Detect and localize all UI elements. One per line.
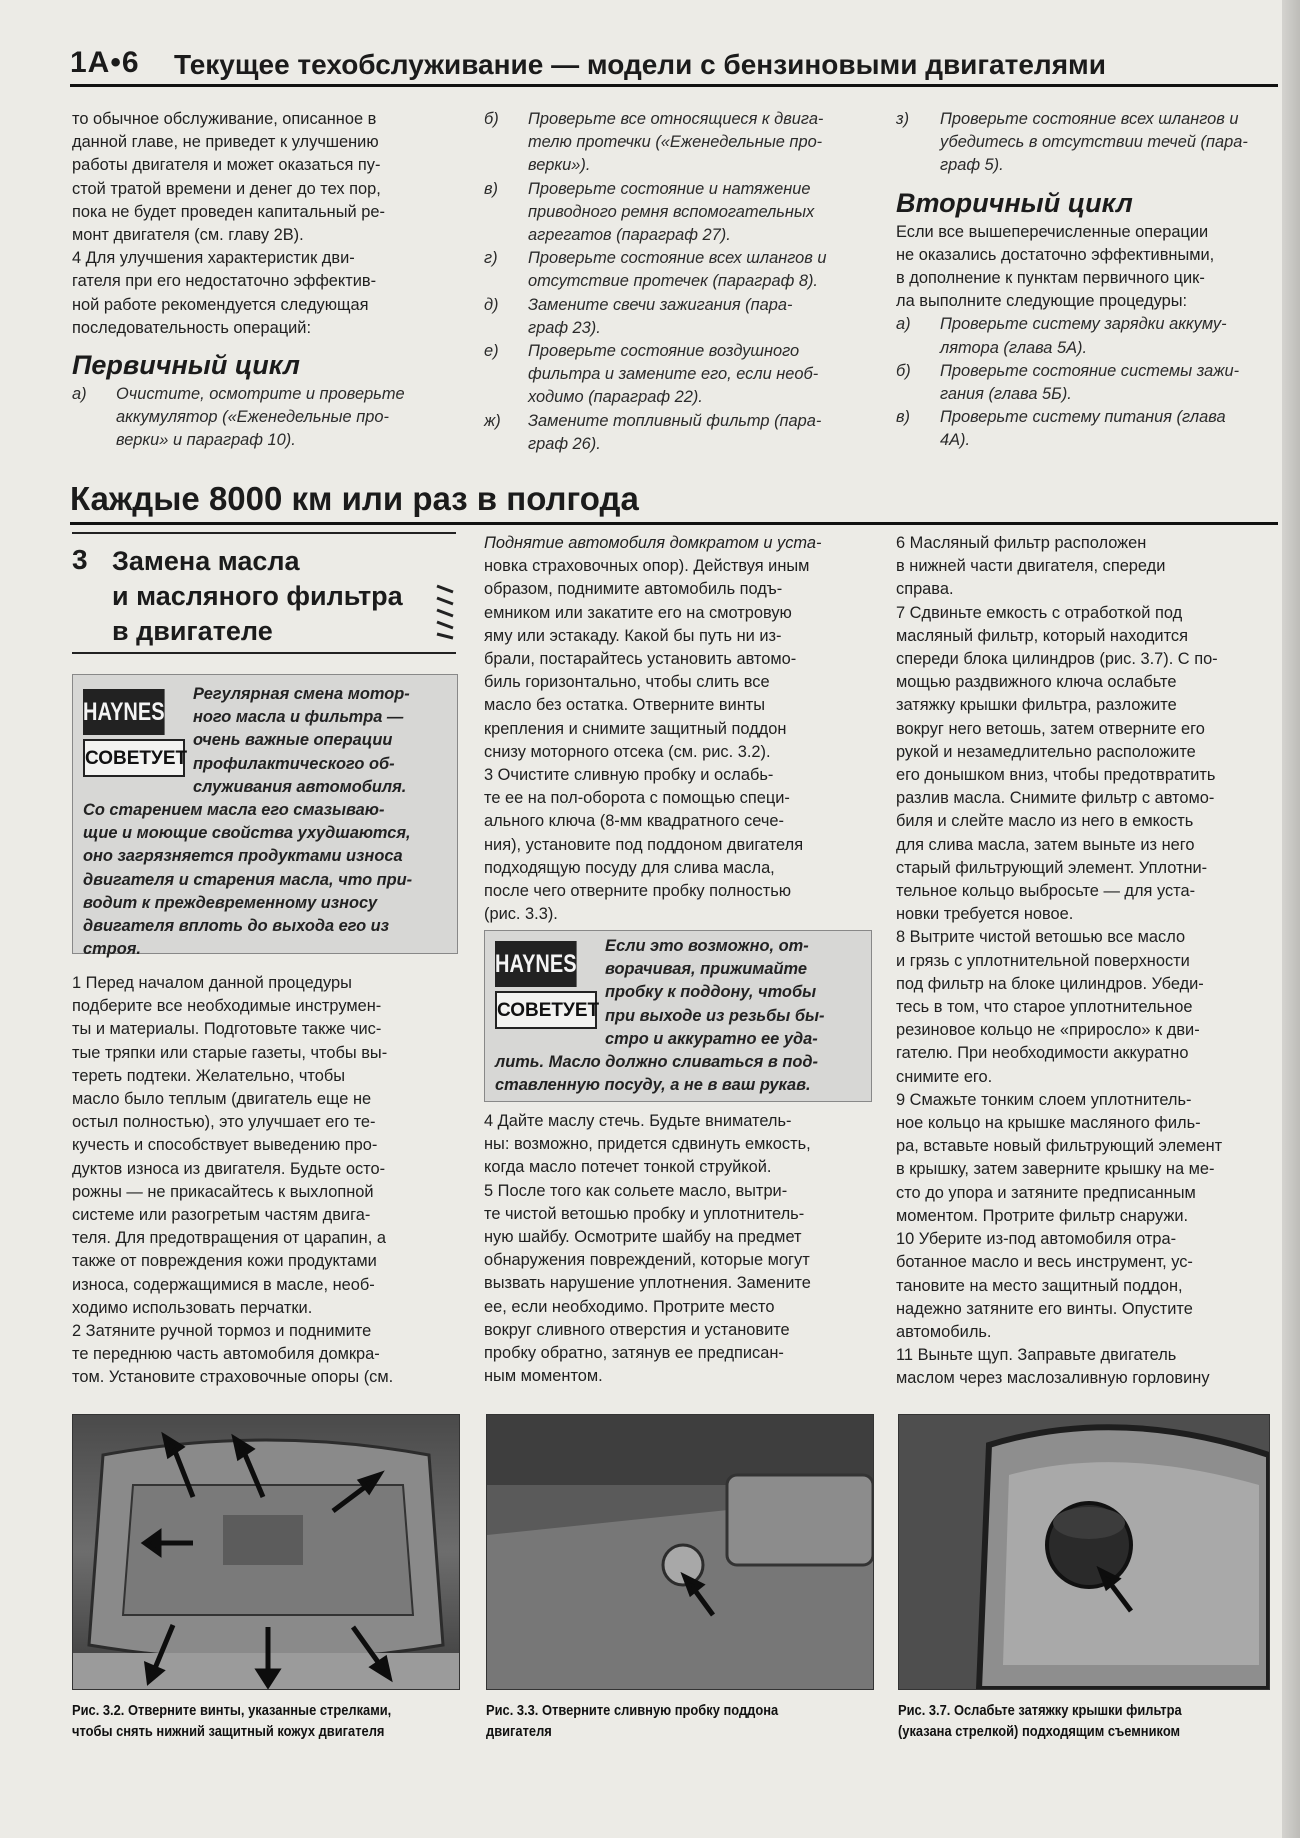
list-line: 4A).	[940, 431, 971, 450]
caption-line: (указана стрелкой) подходящим съемником	[898, 1723, 1181, 1740]
intro-line: работы двигателя и может оказаться пу-	[72, 156, 381, 175]
list-line: Проверьте состояние и натяжение	[528, 179, 811, 198]
list-line: Замените свечи зажигания (пара-	[528, 295, 793, 314]
primary-cycle-heading: Первичный цикл	[72, 350, 300, 381]
body-line: после чего отверните пробку полностью	[484, 882, 792, 901]
list-line: верки» и параграф 10).	[116, 431, 296, 450]
list-line: верки»).	[528, 156, 591, 175]
body-line: разлив масла. Снимите фильтр с автомо-	[896, 789, 1215, 808]
intro-line: стой тратой времени и денег до тех пор,	[72, 179, 381, 198]
advises-label: СОВЕТУЕТ	[495, 991, 597, 1029]
body-line: остыл полностью), это улучшает его те-	[72, 1113, 376, 1132]
body-line: подберите все необходимые инструмен-	[72, 997, 382, 1016]
body-line: 4 Дайте маслу стечь. Будьте вниматель-	[484, 1112, 792, 1130]
body-line: 3 Очистите сливную пробку и ослабь-	[484, 766, 774, 785]
body-line: Поднятие автомобиля домкратом и уста-	[484, 534, 822, 552]
intro-line: данной главе, не приведет к улучшению	[72, 133, 379, 152]
list-marker: в)	[896, 408, 911, 427]
tip-line: очень важные операции	[193, 731, 393, 750]
secondary-cycle-heading: Вторичный цикл	[896, 187, 1133, 218]
body-line: 10 Уберите из-под автомобиля отра-	[896, 1230, 1177, 1249]
tip-text-lower	[83, 799, 449, 961]
top-column-2	[484, 108, 870, 456]
list-item	[896, 360, 1280, 406]
intro-line: монт двигателя (см. главу 2B).	[72, 226, 304, 245]
body-line: подходящую посуду для слива масла,	[484, 858, 775, 877]
list-marker: г)	[484, 249, 498, 268]
body-line: вокруг сливного отверстия и установите	[484, 1320, 790, 1339]
body-line: спереди блока цилиндров (рис. 3.7). С по-	[896, 650, 1218, 669]
body-line: моментом. Протрите фильтр снаружи.	[896, 1206, 1189, 1225]
tip-line: при выходе из резьбы бы-	[605, 1006, 825, 1025]
list-marker: а)	[896, 315, 911, 334]
subsection-number: 3	[72, 544, 88, 575]
body-line: рукой и незамедлительно расположите	[896, 742, 1196, 761]
list-line: Очистите, осмотрите и проверьте	[116, 385, 405, 404]
body-line: сто до упора и затяните предписанным	[896, 1183, 1196, 1202]
main-column-2	[484, 532, 870, 926]
page-number: 1A•6	[70, 46, 140, 79]
body-line: тые тряпки или старые газеты, чтобы вы-	[72, 1043, 388, 1062]
body-line: 2 Затяните ручной тормоз и поднимите	[72, 1322, 372, 1341]
tip-line: двигателя и старения масла, что при-	[83, 870, 413, 889]
body-line: в нижней части двигателя, спереди	[896, 557, 1166, 576]
haynes-badge	[83, 689, 187, 785]
intro-line: пока не будет проведен капитальный ре-	[72, 202, 385, 221]
body-line: его донышком вниз, чтобы предотвратить	[896, 766, 1216, 785]
list-line: телю протечки («Еженедельные про-	[528, 133, 823, 152]
body-line: тельное кольцо выбросьте — для уста-	[896, 882, 1196, 901]
list-marker: ж)	[484, 411, 501, 430]
list-line: отсутствие протечек (параграф 8).	[528, 272, 818, 291]
body-line: надежно затяните его винты. Опустите	[896, 1299, 1193, 1318]
list-line: фильтра и замените его, если необ-	[528, 365, 819, 384]
body-line: и грязь с уплотнительной поверхности	[896, 951, 1190, 970]
list-item	[484, 294, 870, 340]
tip-line: Со старением масла его смазываю-	[83, 801, 385, 819]
list-line: Проверьте систему питания (глава	[940, 408, 1226, 427]
page-edge-shadow	[1282, 0, 1300, 1838]
tip-line: двигателя вплоть до выхода его из	[83, 917, 390, 936]
tip-line: стро и аккуратно ее уда-	[605, 1029, 818, 1048]
body-line: в крышку, затем заверните крышку на ме-	[896, 1160, 1215, 1179]
top-column-1	[72, 108, 456, 453]
body-line: ное кольцо на крышке масляного филь-	[896, 1114, 1201, 1133]
figure-3-7-caption	[898, 1700, 1259, 1742]
haynes-tip-box	[72, 674, 458, 959]
list-marker: а)	[72, 385, 87, 404]
body-line: тереть подтеки. Желательно, чтобы	[72, 1066, 346, 1085]
list-line: аккумулятор («Еженедельные про-	[116, 408, 389, 427]
body-line: емником или закатите его на смотровую	[484, 603, 792, 622]
body-line: 5 После того как сольете масло, вытри-	[484, 1181, 788, 1200]
list-item	[896, 406, 1280, 452]
list-line: Проверьте все относящиеся к двига-	[528, 110, 824, 128]
list-line: ходимо (параграф 22).	[528, 388, 703, 407]
body-line: ального ключа (8-мм квадратного сече-	[484, 812, 784, 831]
body-line: кучесть и способствует выведению про-	[72, 1136, 378, 1155]
haynes-logo: HAYNES	[83, 689, 165, 735]
list-line: лятора (глава 5A).	[940, 338, 1088, 357]
list-line: Проверьте состояние воздушного	[528, 342, 800, 361]
body-line: ты и материалы. Подготовьте также чис-	[72, 1020, 382, 1039]
body-line: ходимо использовать перчатки.	[72, 1298, 313, 1317]
section-title: Каждые 8000 км или раз в полгода	[70, 480, 639, 517]
para-line: последовательность операций:	[72, 318, 312, 337]
list-marker: б)	[896, 361, 911, 380]
figure-3-2-photo	[72, 1414, 460, 1690]
top-column-3	[896, 108, 1280, 453]
para-line: не оказались достаточно эффективными,	[896, 245, 1215, 264]
subsection-title	[112, 544, 412, 649]
oil-filter-image	[899, 1415, 1269, 1689]
body-line: те чистой ветошью пробку и уплотнитель-	[484, 1204, 805, 1223]
subsection-title-line: Замена масла	[112, 546, 300, 576]
body-line: 7 Сдвиньте емкость с отработкой под	[896, 603, 1183, 622]
body-line: ным моментом.	[484, 1367, 603, 1386]
main-column-3	[896, 532, 1280, 1391]
body-line: ботанное масло и весь инструмент, ус-	[896, 1253, 1193, 1272]
drain-plug-image	[487, 1415, 873, 1689]
body-line: резиновое кольцо не «приросло» к дви-	[896, 1021, 1200, 1040]
list-item	[484, 247, 870, 293]
tip-text-lower	[495, 1051, 863, 1097]
body-line: когда масло потечет тонкой струйкой.	[484, 1158, 772, 1177]
tip-line: оно загрязняется продуктами износа	[83, 847, 403, 866]
body-line: мощью раздвижного ключа ослабьте	[896, 673, 1177, 692]
list-line: агрегатов (параграф 27).	[528, 226, 731, 245]
body-line: 1 Перед началом данной процедуры	[72, 974, 352, 992]
list-item	[484, 410, 870, 456]
body-line: крепления и снимите защитный поддон	[484, 719, 787, 738]
tip-line: служивания автомобиля.	[193, 777, 407, 796]
body-line: ра, вставьте новый фильтрующий элемент	[896, 1137, 1223, 1156]
body-line: 6 Масляный фильтр расположен	[896, 534, 1147, 552]
list-marker: д)	[484, 295, 499, 314]
list-line: граф 26).	[528, 434, 601, 453]
body-line: новка страховочных опор). Действуя иным	[484, 557, 810, 576]
body-line: снизу моторного отсека (см. рис. 3.2).	[484, 742, 771, 761]
main-column-2-lower	[484, 1110, 870, 1388]
subsection-title-line: в двигателе	[112, 616, 273, 646]
list-line: граф 5).	[940, 156, 1004, 175]
list-line: Проверьте состояние всех шлангов и	[528, 249, 827, 268]
caption-line: Рис. 3.7. Ослабьте затяжку крышки фильтра	[898, 1702, 1182, 1719]
main-column-1	[72, 972, 456, 1390]
body-line: ния), установите под поддоном двигателя	[484, 835, 804, 854]
body-line: те переднюю часть автомобиля домкра-	[72, 1345, 380, 1364]
body-line: пробку обратно, затянув ее предписан-	[484, 1344, 784, 1363]
body-line: новки требуется новое.	[896, 905, 1074, 924]
list-item	[896, 313, 1280, 359]
body-line: образом, поднимите автомобиль подъ-	[484, 580, 783, 599]
body-line: дуктов износа из двигателя. Будьте осто-	[72, 1159, 386, 1178]
body-line: масло было теплым (двигатель еще не	[72, 1090, 372, 1109]
para-line: ной работе рекомендуется следующая	[72, 295, 369, 314]
tip-line: водит к преждевременному износу	[83, 893, 378, 912]
list-item	[72, 383, 456, 453]
para-line: в дополнение к пунктам первичного цик-	[896, 269, 1205, 288]
list-line: граф 23).	[528, 318, 601, 337]
body-line: 8 Вытрите чистой ветошью все масло	[896, 928, 1186, 947]
body-line: брали, постарайтесь установить автомо-	[484, 650, 797, 669]
list-item	[896, 108, 1280, 178]
section-header	[70, 478, 1278, 525]
running-header	[70, 44, 1278, 87]
list-item	[484, 340, 870, 410]
body-line: биля и слейте масло из него в емкость	[896, 812, 1194, 831]
body-line: масляный фильтр, который находится	[896, 626, 1188, 645]
subsection-heading	[72, 532, 456, 654]
figure-3-3-photo	[486, 1414, 874, 1690]
list-marker: з)	[896, 110, 910, 128]
para-line: гателя при его недостаточно эффектив-	[72, 272, 377, 291]
para-line: ла выполните следующие процедуры:	[896, 292, 1188, 311]
list-item	[484, 178, 870, 248]
tip-line: профилактического об-	[193, 754, 395, 773]
body-line: маслом через маслозаливную горловину	[896, 1369, 1210, 1388]
figure-3-7-photo	[898, 1414, 1270, 1690]
tip-line: Регулярная смена мотор-	[193, 685, 410, 703]
body-line: яму или эстакаду. Какой бы путь ни из-	[484, 626, 782, 645]
body-line: системе или разогретым частям двига-	[72, 1206, 371, 1225]
list-line: Замените топливный фильтр (пара-	[528, 411, 822, 430]
list-item	[484, 108, 870, 178]
list-line: гания (глава 5Б).	[940, 385, 1072, 404]
tip-line: ворачивая, прижимайте	[605, 960, 807, 979]
body-line: биль горизонтально, чтобы слить все	[484, 673, 770, 692]
figure-3-3-caption	[486, 1700, 864, 1742]
body-line: рожны — не прикасайтесь к выхлопной	[72, 1182, 374, 1201]
chapter-title: Текущее техобслуживание — модели с бензиновыми двигателями	[174, 49, 1106, 80]
caption-line: Рис. 3.2. Отверните винты, указанные стрелками,	[72, 1702, 392, 1719]
body-line: 9 Смажьте тонким слоем уплотнитель-	[896, 1090, 1192, 1109]
body-line: затяжку крышки фильтра, разложите	[896, 696, 1177, 715]
tip-line: ного масла и фильтра —	[193, 708, 404, 727]
body-line: 11 Выньте щуп. Заправьте двигатель	[896, 1346, 1177, 1365]
advises-label: СОВЕТУЕТ	[83, 739, 185, 777]
caption-line: Рис. 3.3. Отверните сливную пробку поддона	[486, 1702, 779, 1719]
body-line: вызвать нарушение уплотнения. Замените	[484, 1274, 811, 1293]
list-marker: в)	[484, 179, 499, 198]
body-line: справа.	[896, 580, 954, 599]
body-line: вокруг него ветошь, затем отверните его	[896, 719, 1205, 738]
tip-line: Если это возможно, от-	[605, 937, 809, 955]
para-line: 4 Для улучшения характеристик дви-	[72, 249, 355, 268]
subsection-title-line: и масляного фильтра	[112, 581, 403, 611]
body-line: ны: возможно, придется сдвинуть емкость,	[484, 1135, 811, 1154]
difficulty-spanner-icon	[434, 580, 456, 640]
body-line: также от повреждения кожи продуктами	[72, 1252, 377, 1271]
tip-line: строя.	[83, 940, 141, 959]
haynes-logo: HAYNES	[495, 941, 577, 987]
caption-line: двигателя	[486, 1723, 552, 1740]
tip-line: ставленную посуду, а не в ваш рукав.	[495, 1076, 811, 1095]
body-line: (рис. 3.3).	[484, 905, 558, 924]
list-line: Проверьте состояние всех шлангов и	[940, 110, 1239, 128]
list-marker: е)	[484, 342, 499, 361]
body-line: старый фильтрующий элемент. Уплотни-	[896, 858, 1208, 877]
body-line: тесь в том, что старое уплотнительное	[896, 998, 1193, 1017]
body-line: теля. Для предотвращения от царапин, а	[72, 1229, 386, 1248]
body-line: износа, содержащимися в масле, необ-	[72, 1275, 375, 1294]
list-line: Проверьте состояние системы зажи-	[940, 361, 1240, 380]
body-line: том. Установите страховочные опоры (см.	[72, 1368, 394, 1387]
caption-line: чтобы снять нижний защитный кожух двигателя	[72, 1723, 385, 1740]
body-line: те ее на пол-оборота с помощью специ-	[484, 789, 790, 808]
body-line: под фильтр на блоке цилиндров. Убеди-	[896, 974, 1204, 993]
body-line: масло без остатка. Отверните винты	[484, 696, 766, 715]
body-line: ную шайбу. Осмотрите шайбу на предмет	[484, 1228, 802, 1247]
body-line: ее, если необходимо. Протрите место	[484, 1297, 775, 1316]
tip-line: пробку к поддону, чтобы	[605, 983, 817, 1002]
list-line: приводного ремня вспомогательных	[528, 202, 815, 221]
tip-line: щие и моющие свойства ухудшаются,	[83, 824, 411, 843]
body-line: для слива масла, затем выньте из него	[896, 835, 1195, 854]
list-line: убедитесь в отсутствии течей (пара-	[940, 133, 1248, 152]
para-line: Если все вышеперечисленные операции	[896, 222, 1209, 241]
list-marker: б)	[484, 110, 499, 128]
intro-line: то обычное обслуживание, описанное в	[72, 110, 377, 128]
tip-line: лить. Масло должно сливаться в под-	[495, 1053, 818, 1071]
figure-3-2-caption	[72, 1700, 450, 1742]
haynes-tip-box	[484, 930, 872, 1102]
haynes-badge	[495, 941, 599, 1037]
body-line: гателю. При необходимости аккуратно	[896, 1044, 1189, 1063]
body-line: тановите на место защитный поддон,	[896, 1276, 1183, 1295]
list-line: Проверьте систему зарядки аккуму-	[940, 315, 1227, 334]
body-line: обнаружения повреждений, которые могут	[484, 1251, 810, 1270]
tip-text-upper	[193, 683, 449, 799]
body-line: автомобиль.	[896, 1322, 992, 1341]
underbody-shield-image	[73, 1415, 459, 1689]
tip-text-upper	[605, 935, 863, 1051]
body-line: снимите его.	[896, 1067, 993, 1086]
